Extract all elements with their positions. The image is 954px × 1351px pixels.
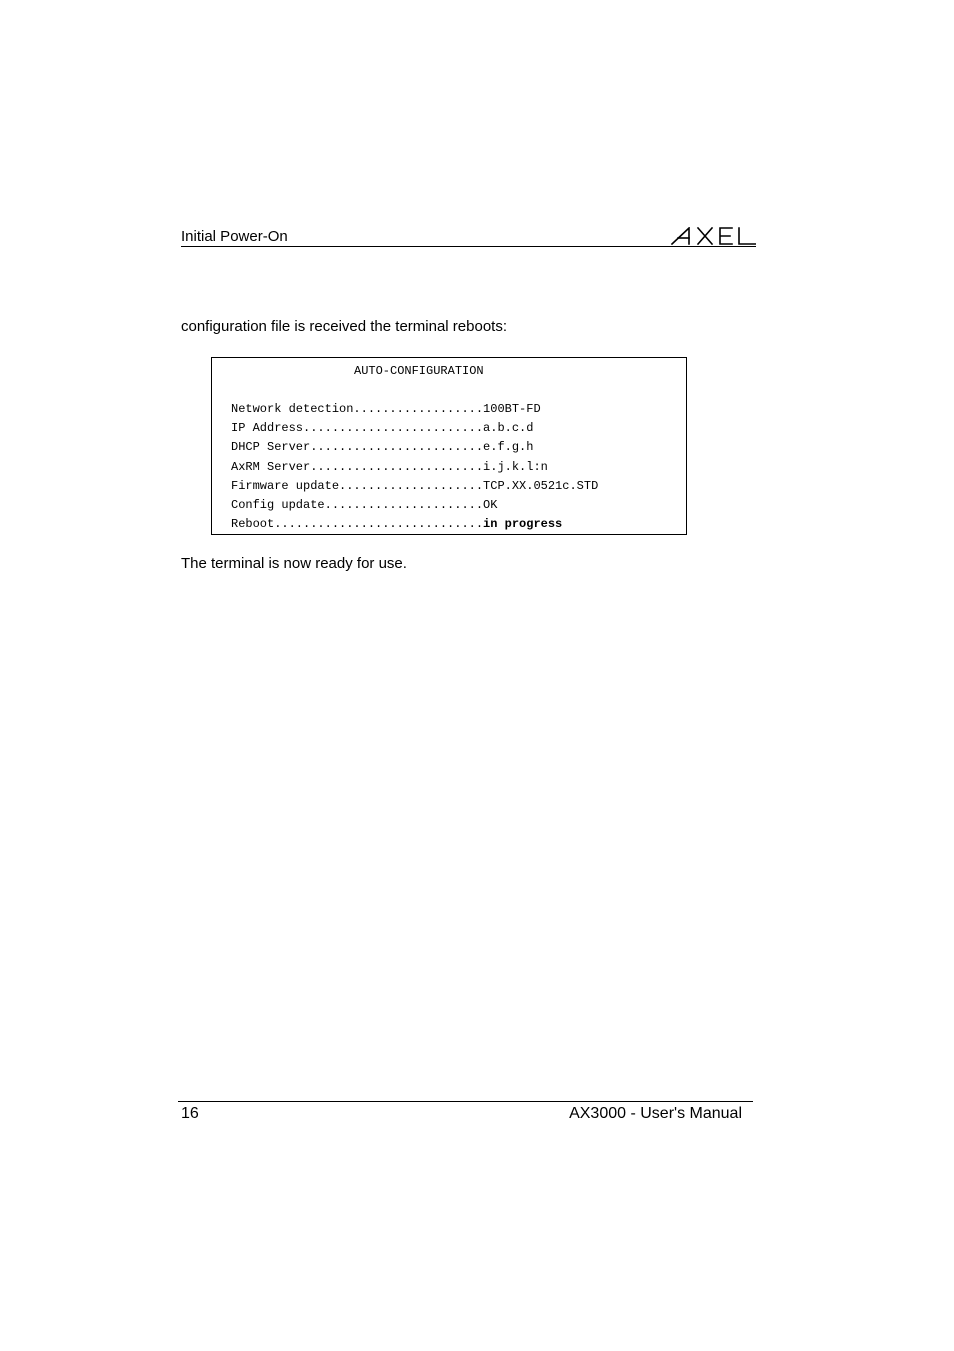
intro-paragraph: configuration file is received the terminal reboots: <box>181 318 508 335</box>
config-row-label: DHCP Server........................ <box>231 440 484 455</box>
ready-paragraph: The terminal is now ready for use. <box>181 555 407 572</box>
config-row <box>231 419 598 438</box>
config-row-value: e.f.g.h <box>483 440 534 455</box>
manual-title: AX3000 - User's Manual <box>569 1105 742 1122</box>
config-row <box>231 496 598 515</box>
config-rows <box>231 400 598 534</box>
config-row-value: 100BT-FD <box>483 402 541 416</box>
config-row-label: Network detection.................. <box>231 402 484 416</box>
config-row-value: a.b.c.d <box>483 421 534 436</box>
page-footer <box>178 1101 753 1126</box>
page-header <box>181 224 756 247</box>
page-number: 16 <box>181 1105 199 1122</box>
config-row <box>231 515 598 534</box>
config-row-value: in progress <box>483 517 563 532</box>
config-row-label: Config update...................... <box>231 497 484 512</box>
section-title: Initial Power-On <box>181 228 288 245</box>
config-row-label: IP Address......................... <box>231 421 484 436</box>
config-row-value: i.j.k.l:n <box>483 459 548 474</box>
axel-logo <box>670 227 756 245</box>
config-row-label: AxRM Server........................ <box>231 459 484 474</box>
config-row <box>231 477 598 496</box>
config-row-value: OK <box>483 497 498 512</box>
screen-title: AUTO-CONFIGURATION <box>354 364 484 378</box>
config-row-label: Firmware update.................... <box>231 478 484 493</box>
config-row-label: Reboot............................. <box>231 517 484 532</box>
config-row-value: TCP.XX.0521c.STD <box>483 478 599 493</box>
config-row <box>231 400 598 419</box>
config-row <box>231 458 598 477</box>
auto-configuration-screen <box>211 357 687 535</box>
config-row <box>231 438 598 457</box>
